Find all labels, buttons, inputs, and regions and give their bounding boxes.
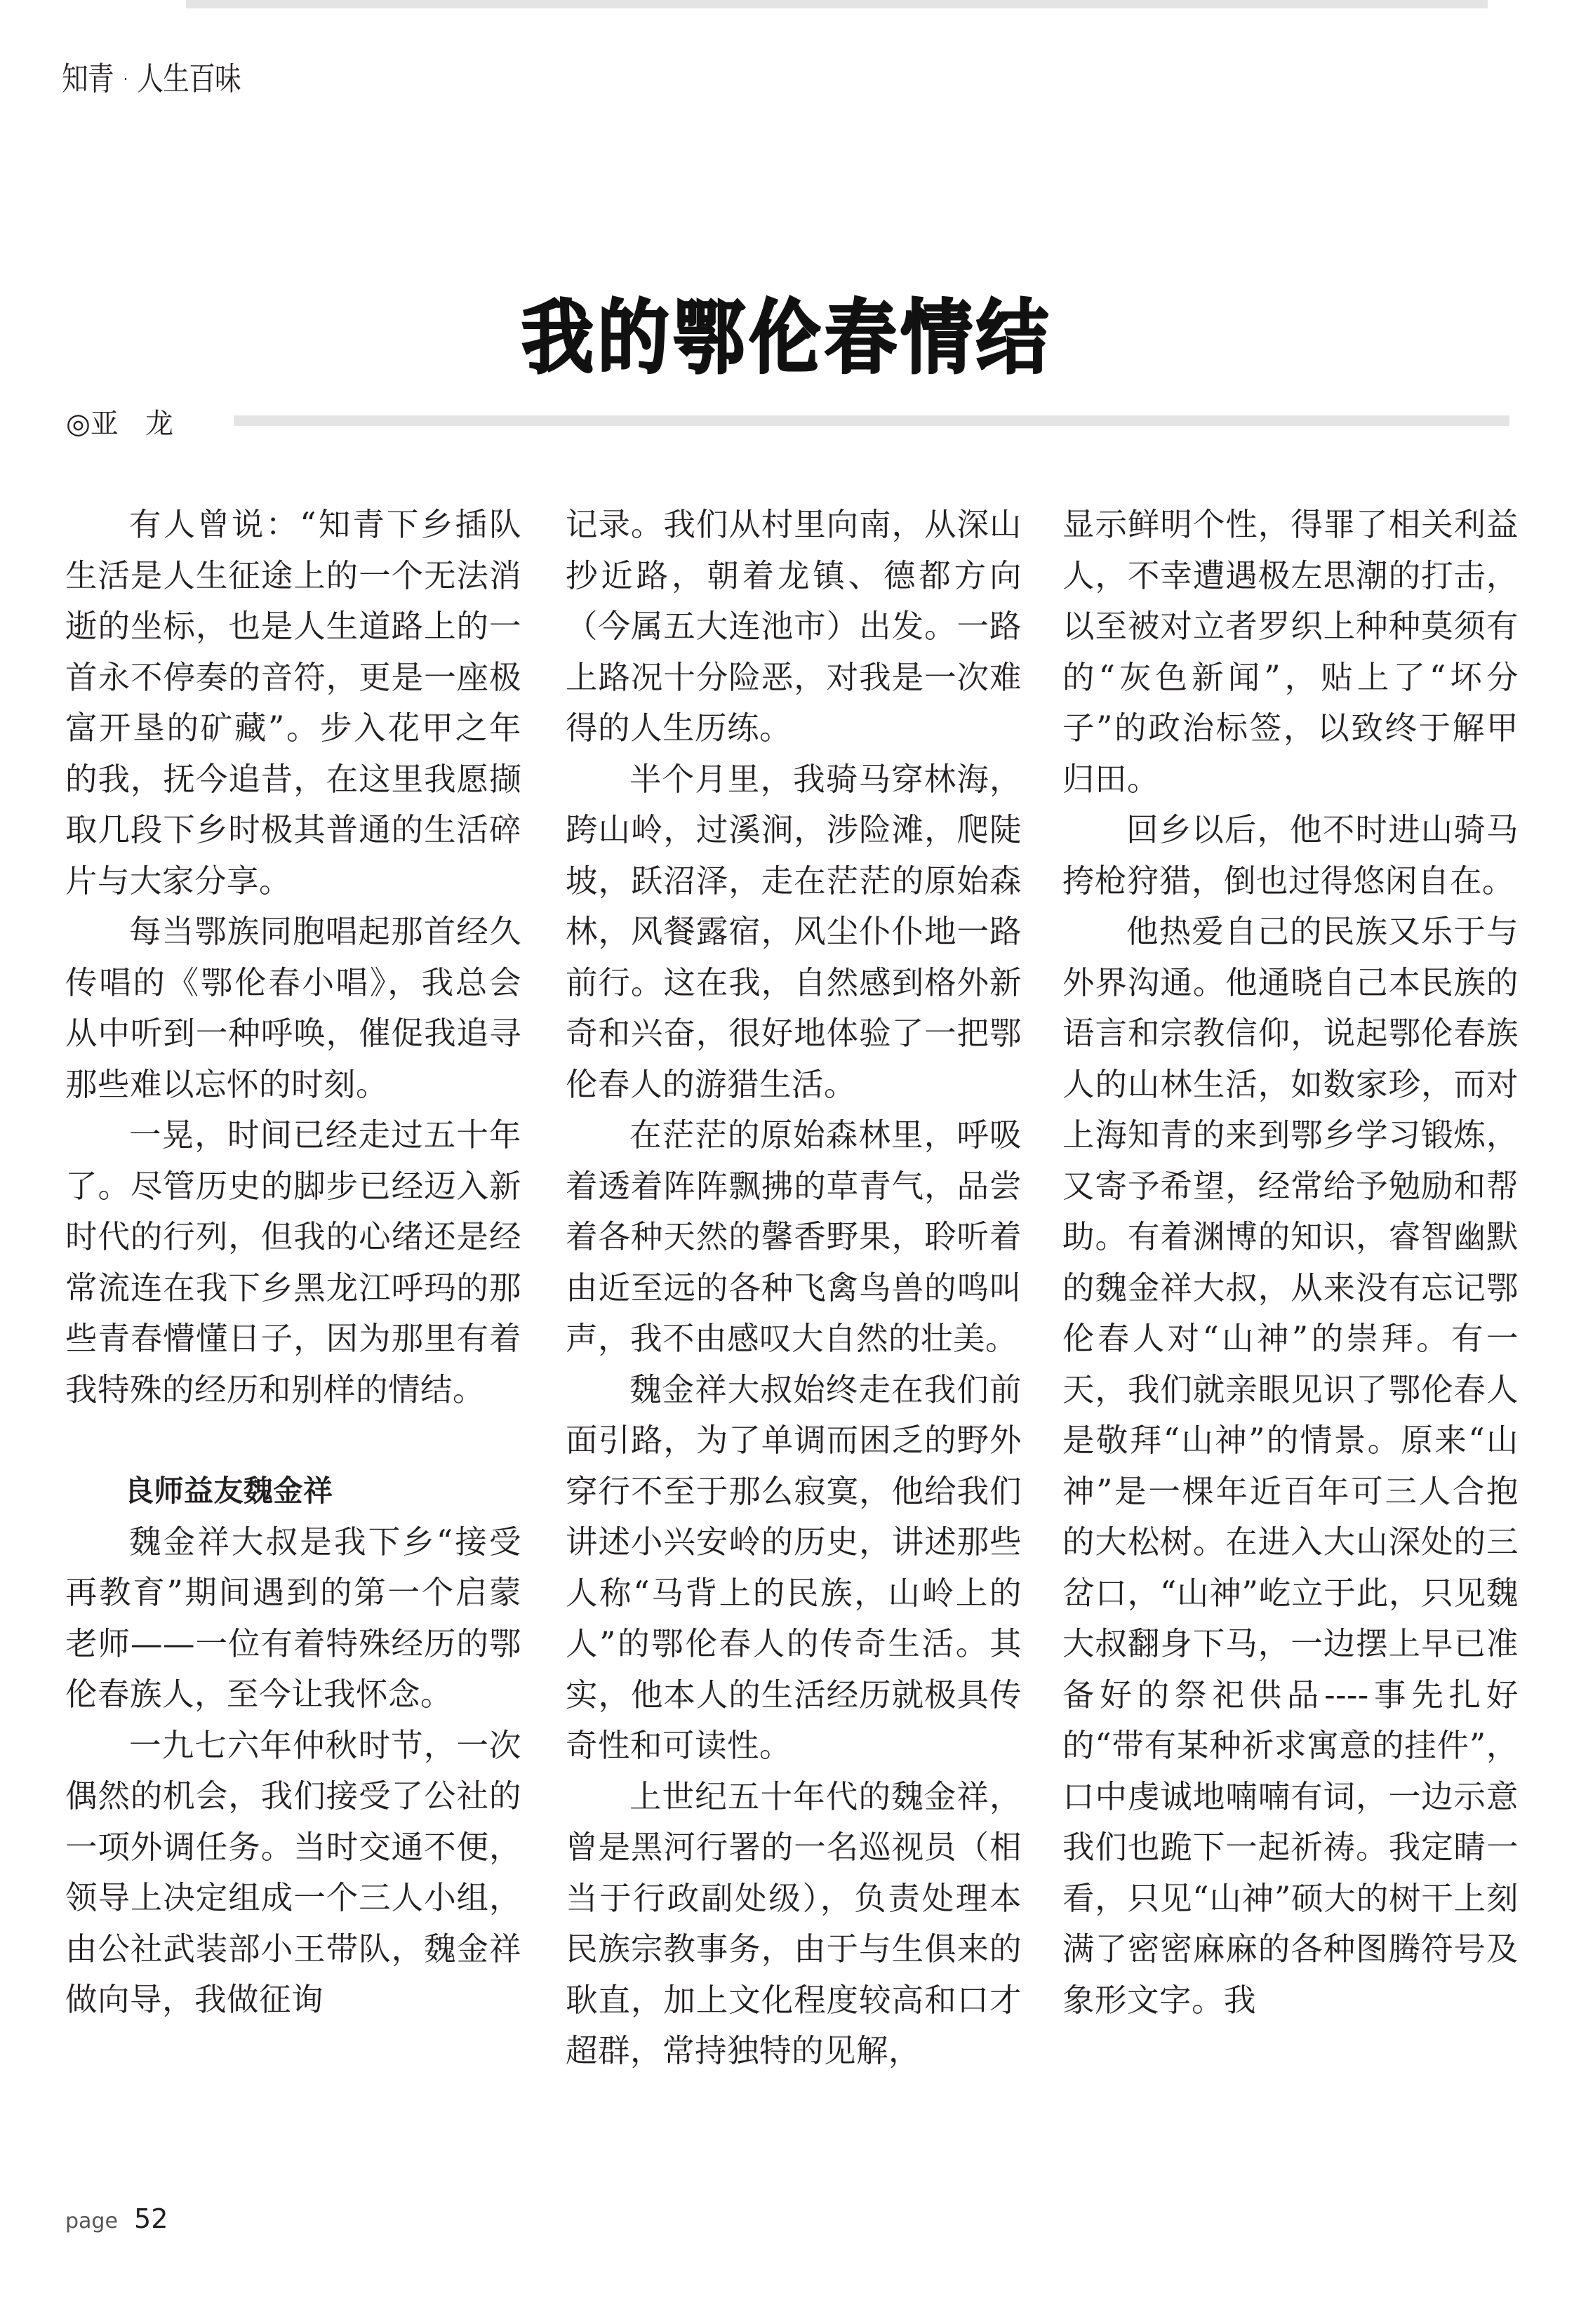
paragraph: 有人曾说：“知青下乡插队生活是人生征途上的一个无法消逝的坐标，也是人生道路上的一首永不停奏的音符，更是一座极富开垦的矿藏”。步入花甲之年的我，抚今追昔，在这里我愿撷取几段下乡时极其普通的生活碎片与大家分享。	[65, 506, 521, 900]
author-byline: ◎亚 龙	[66, 408, 174, 440]
paragraph: 上世纪五十年代的魏金祥，曾是黑河行署的一名巡视员（相当于行政副处级），负责处理本民族宗教事务，由于与生俱来的耿直，加上文化程度较高和口才超群，常持独特的见解，	[566, 1777, 1022, 2069]
text-column-1	[65, 500, 521, 2026]
text-column-3	[1062, 500, 1519, 2026]
paragraph: 一九七六年仲秋时节，一次偶然的机会，我们接受了公社的一项外调任务。当时交通不便，领导上决定组成一个三人小组，由公社武装部小王带队，魏金祥做向导，我做征询	[65, 1726, 521, 2018]
paragraph: 每当鄂族同胞唱起那首经久传唱的《鄂伦春小唱》，我总会从中听到一种呼唤，催促我追寻那些难以忘怀的时刻。	[65, 913, 521, 1103]
article-title: 我的鄂伦春情结	[521, 291, 1053, 386]
page-label: page	[65, 2209, 118, 2233]
section-subheading: 良师益友魏金祥	[124, 1474, 333, 1508]
section-label: 知青 · 人生百味	[62, 60, 241, 98]
paragraph: 在茫茫的原始森林里，呼吸着透着阵阵飘拂的草青气，品尝着各种天然的馨香野果，聆听着由近至远的各种飞禽鸟兽的鸣叫声，我不由感叹大自然的壮美。	[566, 1116, 1022, 1357]
paragraph: 半个月里，我骑马穿林海，跨山岭，过溪涧，涉险滩，爬陡坡，跃沼泽，走在茫茫的原始森林，风餐露宿，风尘仆仆地一路前行。这在我，自然感到格外新奇和兴奋，很好地体验了一把鄂伦春人的游猎生活。	[566, 760, 1022, 1103]
paragraph: 记录。我们从村里向南，从深山抄近路，朝着龙镇、德都方向（今属五大连池市）出发。一路上路况十分险恶，对我是一次难得的人生历练。	[566, 506, 1022, 747]
text-column-2	[566, 500, 1022, 2077]
byline-divider-bar	[234, 415, 1509, 426]
top-decorative-bar	[186, 0, 1488, 8]
paragraph: 他热爱自己的民族又乐于与外界沟通。他通晓自己本民族的语言和宗教信仰，说起鄂伦春族人的山林生活，如数家珍，而对上海知青的来到鄂乡学习锻炼，又寄予希望，经常给予勉励和帮助。有着渊博的知识，睿智幽默的魏金祥大叔，从来没有忘记鄂伦春人对“山神”的崇拜。有一天，我们就亲眼见识了鄂伦春人是敬拜“山神”的情景。原来“山神”是一棵年近百年可三人合抱的大松树。在进入大山深处的三岔口，“山神”屹立于此，只见魏大叔翻身下马，一边摆上早已准备好的祭祀供品----事先扎好的“带有某种祈求寓意的挂件”，口中虔诚地喃喃有词，一边示意我们也跪下一起祈祷。我定睛一看，只见“山神”硕大的树干上刻满了密密麻麻的各种图腾符号及象形文字。我	[1062, 913, 1519, 2019]
paragraph: 魏金祥大叔是我下乡“接受再教育”期间遇到的第一个启蒙老师——一位有着特殊经历的鄂伦春族人，至今让我怀念。	[65, 1523, 521, 1713]
paragraph: 显示鲜明个性，得罪了相关利益人，不幸遭遇极左思潮的打击，以至被对立者罗织上种种莫须有的“灰色新闻”，贴上了“坏分子”的政治标签，以致终于解甲归田。	[1062, 506, 1519, 798]
paragraph: 回乡以后，他不时进山骑马挎枪狩猎，倒也过得悠闲自在。	[1062, 811, 1519, 900]
page-number: 52	[134, 2203, 168, 2234]
page-footer	[65, 2203, 168, 2234]
paragraph: 魏金祥大叔始终走在我们前面引路，为了单调而困乏的野外穿行不至于那么寂寞，他给我们讲述小兴安岭的历史，讲述那些人称“马背上的民族，山岭上的人”的鄂伦春人的传奇生活。其实，他本人的生活经历就极具传奇性和可读性。	[566, 1370, 1022, 1764]
paragraph: 一晃，时间已经走过五十年了。尽管历史的脚步已经迈入新时代的行列，但我的心绪还是经常流连在我下乡黑龙江呼玛的那些青春懵懂日子，因为那里有着我特殊的经历和别样的情结。	[65, 1116, 521, 1408]
